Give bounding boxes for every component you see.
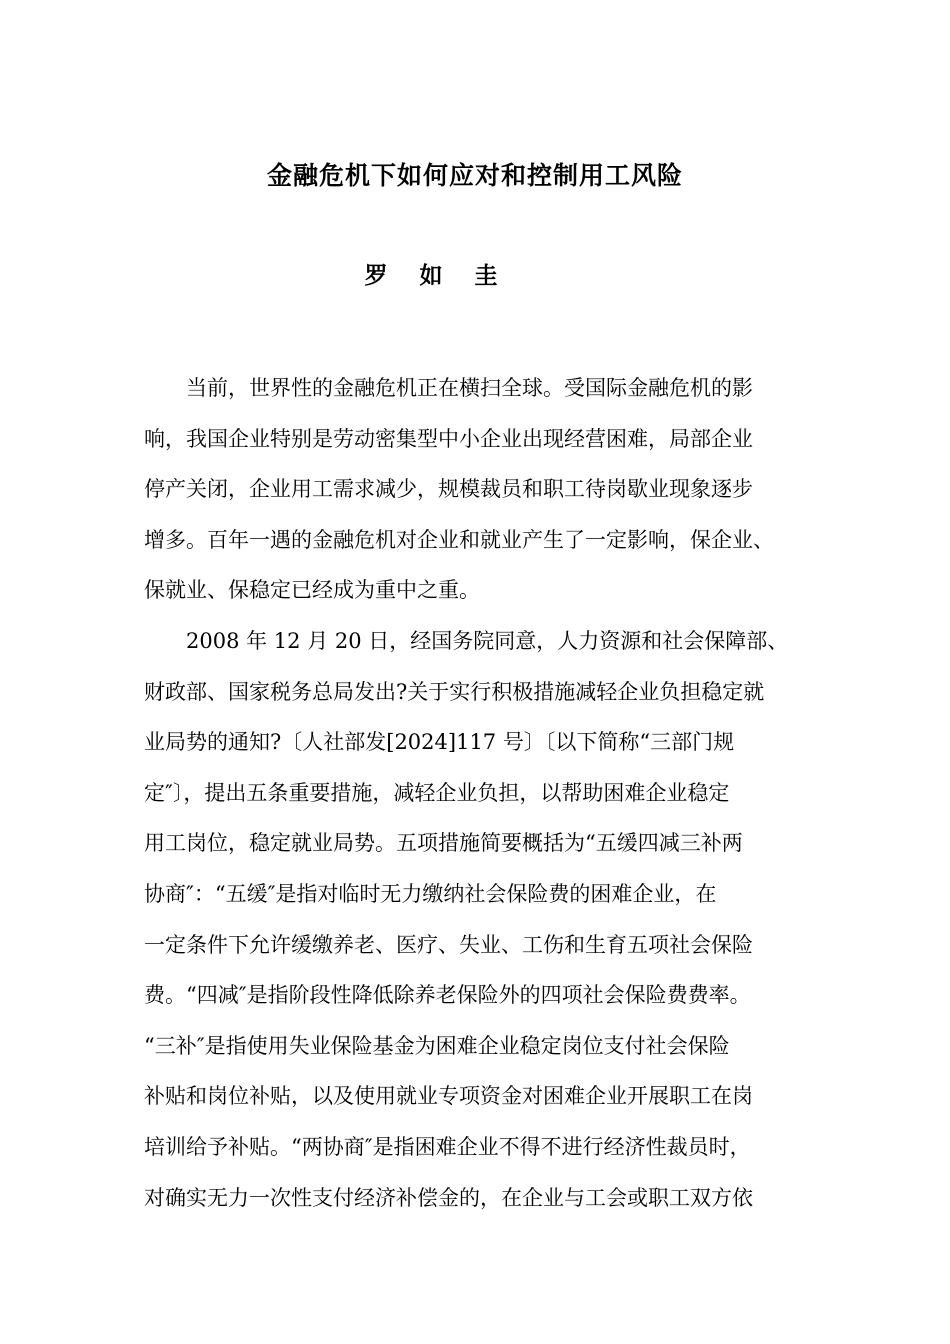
text-line: 用工岗位，稳定就业局势。五项措施简要概括为“五缓四减三补两: [144, 831, 743, 856]
text-line: 当前，世界性的金融危机正在横扫全球。受国际金融危机的影: [186, 376, 753, 400]
text-line: “三补″是指使用失业保险基金为困难企业稳定岗位支付社会保险: [144, 1033, 730, 1058]
text-line: 补贴和岗位补贴，以及使用就业专项资金对困难企业开展职工在岗: [144, 1084, 753, 1109]
text-line: 2008 年 12 月 20 日，经国务院同意，人力资源和社会保障部、: [186, 628, 789, 653]
text-line: 响，我国企业特别是劳动密集型中小企业出现经营困难，局部企业: [144, 426, 753, 451]
text-line: 增多。百年一遇的金融危机对企业和就业产生了一定影响，保企业、: [144, 527, 774, 552]
text-line: 保就业、保稳定已经成为重中之重。: [144, 578, 480, 603]
text-line: 业局势的通知?〔人社部发[2024]117 号〕〔以下简称“三部门规: [144, 730, 735, 755]
text-line: 一定条件下允许缓缴养老、医疗、失业、工伤和生育五项社会保险: [144, 932, 753, 957]
text-line: 费。“四减″是指阶段性降低除养老保险外的四项社会保险费费率。: [144, 983, 751, 1008]
text-line: 培训给予补贴。“两协商″是指困难企业不得不进行经济性裁员时，: [144, 1134, 751, 1159]
paragraph-2: [144, 623, 816, 1216]
paragraph-1: [144, 370, 816, 608]
text-line: 财政部、国家税务总局发出?关于实行积极措施减轻企业负担稳定就: [144, 679, 765, 704]
text-line: 定″〕，提出五条重要措施，减轻企业负担，以帮助困难企业稳定: [144, 780, 730, 805]
document-title: 金融危机下如何应对和控制用工风险: [266, 161, 683, 190]
text-line: 对确实无力一次性支付经济补偿金的，在企业与工会或职工双方依: [144, 1185, 753, 1210]
text-line: 停产关闭，企业用工需求减少，规模裁员和职工待岗歇业现象逐步: [144, 477, 753, 502]
text-line: 协商″：“五缓″是指对临时无力缴纳社会保险费的困难企业，在: [144, 881, 717, 906]
document-author: 罗 如 圭: [364, 262, 510, 289]
document-body: [144, 370, 816, 1230]
